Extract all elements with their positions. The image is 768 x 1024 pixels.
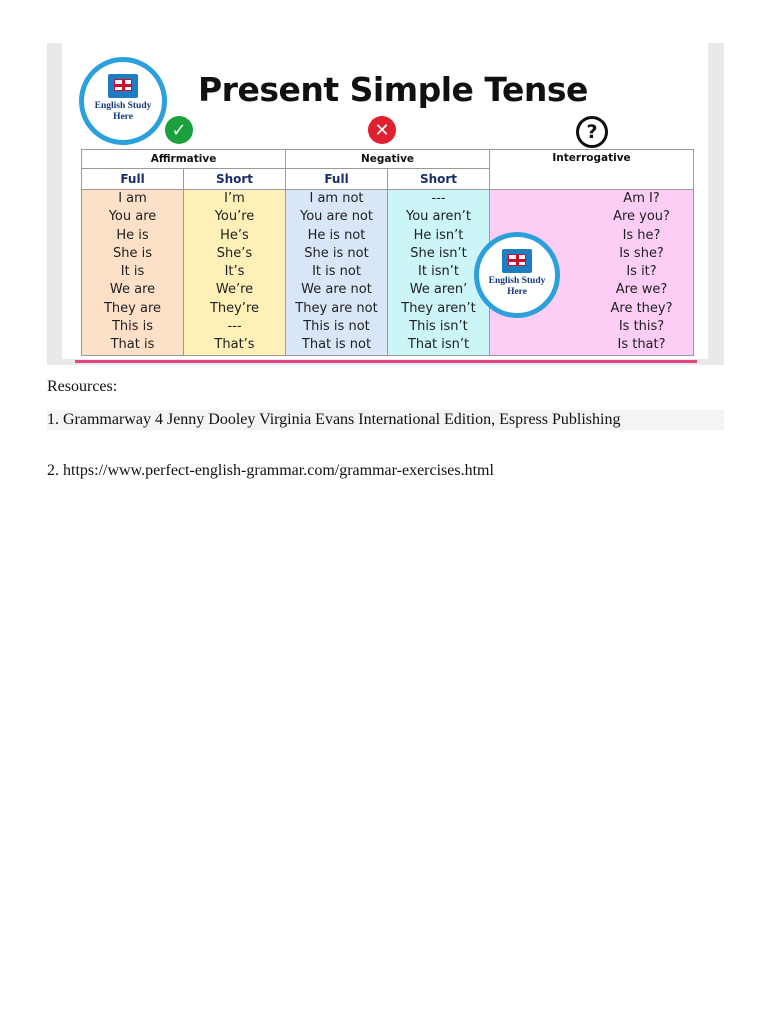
table-cell: She isn’t bbox=[410, 245, 467, 261]
table-cell: Is that? bbox=[617, 337, 666, 353]
table-cell: --- bbox=[431, 191, 446, 206]
table-cell: Am I? bbox=[623, 191, 660, 206]
table-cell: She is not bbox=[304, 245, 369, 261]
table-cell: She is bbox=[112, 245, 152, 261]
reference-2-link[interactable]: 2. https://www.perfect-english-grammar.com/grammar-exercises.html bbox=[47, 462, 494, 479]
table-cell: They’re bbox=[209, 300, 260, 316]
table-cell: This isn’t bbox=[409, 319, 468, 335]
header-negative: Negative bbox=[286, 150, 490, 169]
table-cell: We aren’ bbox=[409, 282, 468, 298]
negative-full-column bbox=[286, 190, 388, 356]
english-study-here-logo-watermark bbox=[474, 232, 560, 318]
table-cell: That is bbox=[110, 337, 155, 353]
table-cell: That’s bbox=[214, 337, 255, 353]
english-study-here-logo bbox=[79, 57, 167, 145]
subheader-short: Short bbox=[184, 169, 286, 190]
table-cell: It is bbox=[120, 264, 145, 280]
table-cell: That is not bbox=[301, 337, 372, 353]
grammar-table bbox=[81, 149, 694, 356]
page-title: Present Simple Tense bbox=[198, 70, 588, 109]
table-cell: I am not bbox=[309, 191, 364, 206]
table-cell: It isn’t bbox=[418, 264, 459, 280]
reference-1: 1. Grammarway 4 Jenny Dooley Virginia Evans International Edition, Espress Publishing bbox=[47, 410, 724, 430]
check-circle-icon: ✓ bbox=[165, 116, 193, 144]
table-cell: You’re bbox=[214, 209, 255, 225]
table-cell: You are not bbox=[300, 209, 373, 225]
table-cell: It’s bbox=[224, 264, 245, 280]
table-cell: That isn’t bbox=[407, 337, 470, 353]
table-cell: This is not bbox=[303, 319, 370, 335]
header-interrogative: Interrogative bbox=[490, 150, 694, 190]
table-cell: It is not bbox=[312, 264, 361, 280]
table-cell: You are bbox=[108, 209, 157, 225]
table-cell: They aren’t bbox=[401, 300, 476, 316]
affirmative-short-column bbox=[184, 190, 286, 356]
table-cell: Is this? bbox=[618, 319, 665, 335]
logo-line-2: Here bbox=[113, 112, 133, 122]
table-cell: Is she? bbox=[619, 245, 664, 261]
cross-circle-icon: ✕ bbox=[368, 116, 396, 144]
header-affirmative: Affirmative bbox=[82, 150, 286, 169]
table-cell: I am bbox=[118, 191, 147, 206]
logo-line-2: Here bbox=[507, 287, 527, 297]
logo-line-1: English Study bbox=[488, 276, 546, 286]
table-cell: --- bbox=[227, 319, 242, 335]
table-cell: Is it? bbox=[626, 264, 657, 280]
table-cell: We are bbox=[109, 282, 156, 298]
table-cell: Are we? bbox=[615, 282, 668, 298]
table-cell: He is not bbox=[307, 227, 366, 243]
subheader-full: Full bbox=[82, 169, 184, 190]
subheader-full: Full bbox=[286, 169, 388, 190]
book-flag-icon bbox=[502, 249, 532, 273]
affirmative-full-column bbox=[82, 190, 184, 356]
table-cell: This is bbox=[111, 319, 154, 335]
table-cell: She’s bbox=[216, 245, 253, 261]
table-cell: We’re bbox=[215, 282, 254, 298]
table-cell: They are bbox=[103, 300, 162, 316]
resources-heading: Resources: bbox=[47, 378, 118, 395]
table-cell: I’m bbox=[224, 191, 245, 206]
table-cell: They are not bbox=[295, 300, 378, 316]
subheader-short: Short bbox=[388, 169, 490, 190]
divider bbox=[75, 360, 697, 363]
table-cell: Are they? bbox=[610, 300, 673, 316]
table-cell: He’s bbox=[220, 227, 249, 243]
table-cell: He is bbox=[116, 227, 149, 243]
table-cell: Is he? bbox=[622, 227, 661, 243]
table-cell: He isn’t bbox=[413, 227, 464, 243]
book-flag-icon bbox=[108, 74, 138, 98]
table-cell: We are not bbox=[301, 282, 372, 298]
table-cell: Are you? bbox=[613, 209, 670, 225]
logo-line-1: English Study bbox=[94, 101, 152, 111]
table-cell: You aren’t bbox=[405, 209, 472, 225]
question-circle-icon: ? bbox=[576, 116, 608, 148]
